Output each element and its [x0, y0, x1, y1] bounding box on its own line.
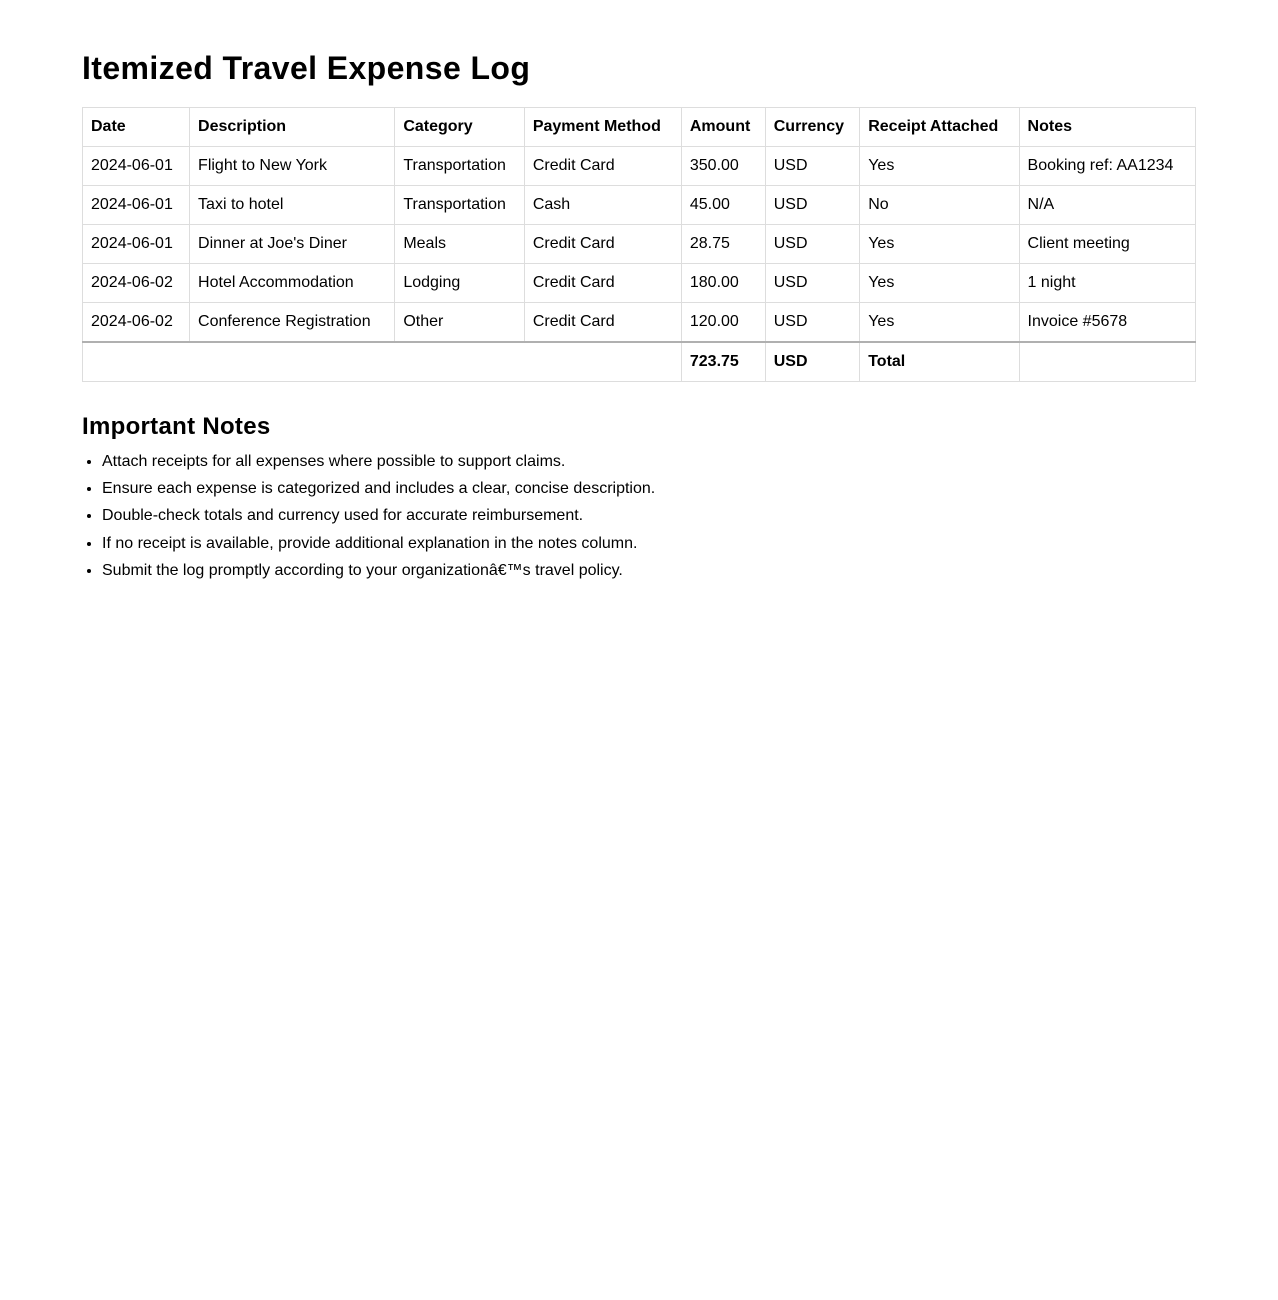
- header-date: Date: [83, 108, 190, 147]
- table-header-row: [83, 108, 1196, 147]
- cell-category: Transportation: [395, 186, 525, 225]
- cell-category: Meals: [395, 225, 525, 264]
- cell-amount: 350.00: [681, 147, 765, 186]
- cell-amount: 120.00: [681, 303, 765, 343]
- cell-notes: 1 night: [1019, 264, 1195, 303]
- total-empty-cell: [1019, 342, 1195, 382]
- cell-date: 2024-06-02: [83, 264, 190, 303]
- total-spacer-cell: [83, 342, 682, 382]
- cell-receipt-attached: Yes: [860, 303, 1019, 343]
- cell-date: 2024-06-01: [83, 186, 190, 225]
- cell-category: Lodging: [395, 264, 525, 303]
- total-currency: USD: [765, 342, 859, 382]
- cell-payment-method: Credit Card: [524, 264, 681, 303]
- header-currency: Currency: [765, 108, 859, 147]
- cell-notes: Client meeting: [1019, 225, 1195, 264]
- header-notes: Notes: [1019, 108, 1195, 147]
- cell-payment-method: Credit Card: [524, 225, 681, 264]
- cell-description: Hotel Accommodation: [190, 264, 395, 303]
- table-row: [83, 225, 1196, 264]
- list-item: • Ensure each expense is categorized and includes a clear, concise description.: [102, 479, 1196, 498]
- cell-notes: Invoice #5678: [1019, 303, 1195, 343]
- total-row: [83, 342, 1196, 382]
- list-item: • If no receipt is available, provide additional explanation in the notes column.: [102, 534, 1196, 553]
- cell-notes: N/A: [1019, 186, 1195, 225]
- list-item: • Attach receipts for all expenses where possible to support claims.: [102, 452, 1196, 471]
- cell-payment-method: Credit Card: [524, 147, 681, 186]
- cell-description: Flight to New York: [190, 147, 395, 186]
- cell-receipt-attached: Yes: [860, 225, 1019, 264]
- list-item: • Submit the log promptly according to your organizationâ€™s travel policy.: [102, 561, 1196, 580]
- header-category: Category: [395, 108, 525, 147]
- notes-heading: Important Notes: [82, 413, 271, 440]
- cell-notes: Booking ref: AA1234: [1019, 147, 1195, 186]
- cell-description: Conference Registration: [190, 303, 395, 343]
- cell-amount: 45.00: [681, 186, 765, 225]
- cell-currency: USD: [765, 264, 859, 303]
- table-row: [83, 147, 1196, 186]
- cell-currency: USD: [765, 225, 859, 264]
- cell-category: Other: [395, 303, 525, 343]
- header-amount: Amount: [681, 108, 765, 147]
- cell-currency: USD: [765, 303, 859, 343]
- cell-description: Dinner at Joe's Diner: [190, 225, 395, 264]
- cell-date: 2024-06-01: [83, 225, 190, 264]
- table-row: [83, 186, 1196, 225]
- document-page: [0, 0, 1278, 580]
- cell-date: 2024-06-02: [83, 303, 190, 343]
- total-amount: 723.75: [681, 342, 765, 382]
- table-row: [83, 303, 1196, 343]
- expense-table: [82, 107, 1196, 382]
- notes-list: [82, 452, 1196, 580]
- cell-payment-method: Credit Card: [524, 303, 681, 343]
- header-receipt-attached: Receipt Attached: [860, 108, 1019, 147]
- cell-category: Transportation: [395, 147, 525, 186]
- cell-date: 2024-06-01: [83, 147, 190, 186]
- cell-currency: USD: [765, 147, 859, 186]
- header-payment-method: Payment Method: [524, 108, 681, 147]
- table-row: [83, 264, 1196, 303]
- cell-description: Taxi to hotel: [190, 186, 395, 225]
- cell-payment-method: Cash: [524, 186, 681, 225]
- total-label: Total: [860, 342, 1019, 382]
- cell-amount: 28.75: [681, 225, 765, 264]
- list-item: • Double-check totals and currency used for accurate reimbursement.: [102, 506, 1196, 525]
- header-description: Description: [190, 108, 395, 147]
- page-title: Itemized Travel Expense Log: [82, 50, 531, 86]
- cell-receipt-attached: No: [860, 186, 1019, 225]
- cell-receipt-attached: Yes: [860, 264, 1019, 303]
- cell-receipt-attached: Yes: [860, 147, 1019, 186]
- cell-amount: 180.00: [681, 264, 765, 303]
- cell-currency: USD: [765, 186, 859, 225]
